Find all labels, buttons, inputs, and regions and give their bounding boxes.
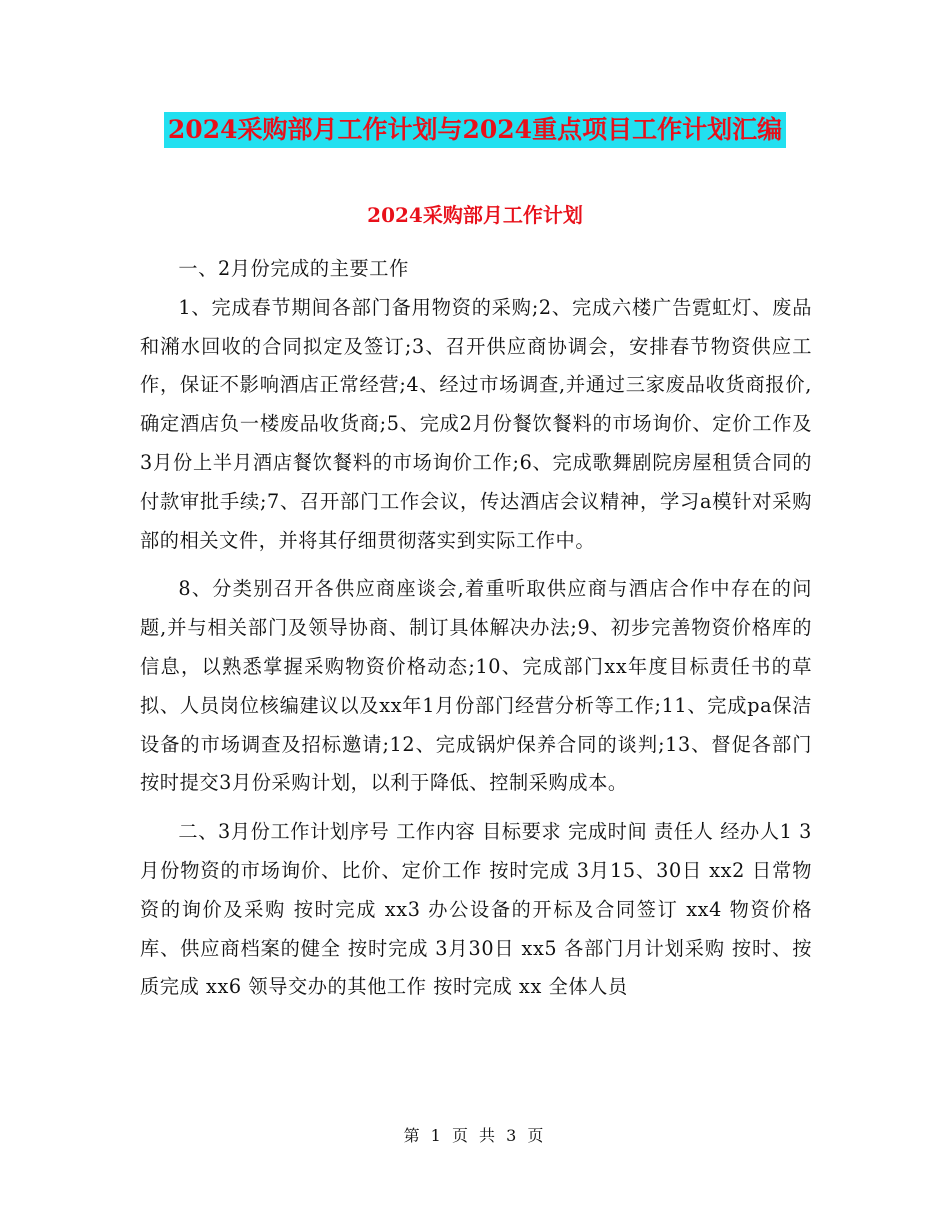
page-indicator: 第 1 页 共 3 页	[403, 1126, 547, 1145]
paragraph: 8、分类别召开各供应商座谈会,着重听取供应商与酒店合作中存在的问题,并与相关部门及领导协商、制订具体解决办法;9、初步完善物资价格库的信息，以熟悉掌握采购物资价格动态;10、完成部门xx年度目标责任书的草拟、人员岗位核编建议以及xx年1月份部门经营分析等工作;11、完成pa保洁设备的市场调查及招标邀请;12、完成锅炉保养合同的谈判;13、督促各部门按时提交3月份采购计划，以利于降低、控制采购成本。	[140, 577, 812, 795]
paragraph: 二、3月份工作计划序号 工作内容 目标要求 完成时间 责任人 经办人1 3月份物资的市场询价、比价、定价工作 按时完成 3月15、30日 xx2 日常物资的询价及采购 按时完成 xx3 办公设备的开标及合同签订 xx4 物资价格库、供应商档案的健全 按时完成 3月30日 xx5 各部门月计划采购 按时、按质完成 xx6 领导交办的其他工作 按时完成 xx 全体人员	[140, 820, 812, 999]
section-title: 2024采购部月工作计划	[367, 203, 583, 227]
paragraph: 1、完成春节期间各部门备用物资的采购;2、完成六楼广告霓虹灯、废品和潲水回收的合同拟定及签订;3、召开供应商协调会，安排春节物资供应工作，保证不影响酒店正常经营;4、经过市场调查,并通过三家废品收货商报价,确定酒店负一楼废品收货商;5、完成2月份餐饮餐料的市场询价、定价工作及3月份上半月酒店餐饮餐料的市场询价工作;6、完成歌舞剧院房屋租赁合同的付款审批手续;7、召开部门工作会议，传达酒店会议精神，学习a模针对采购部的相关文件，并将其仔细贯彻落实到实际工作中。	[140, 295, 812, 552]
paragraph-heading-1: 一、2月份完成的主要工作	[178, 257, 409, 280]
document-body	[140, 250, 812, 1007]
title-container	[0, 112, 950, 148]
document-title: 2024采购部月工作计划与2024重点项目工作计划汇编	[164, 112, 786, 148]
